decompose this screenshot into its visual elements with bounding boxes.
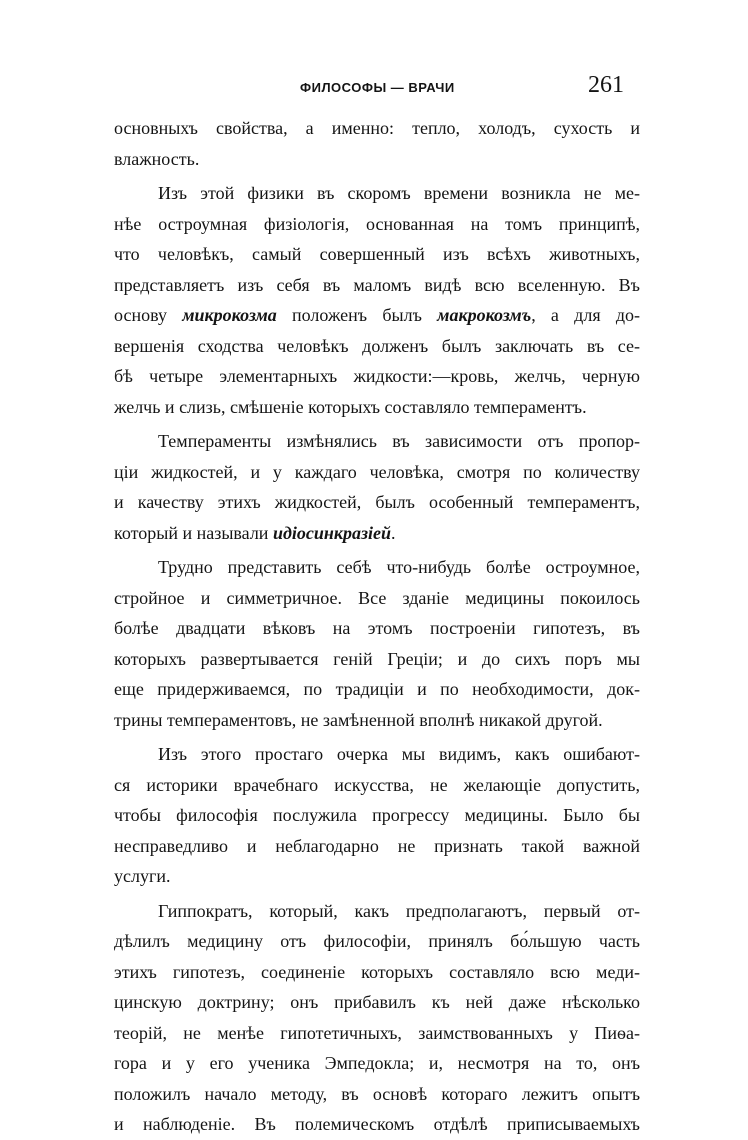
page-number: 261 [588, 72, 624, 98]
text-line: ся историки врачебнаго искусства, не желающіе допустить, [114, 774, 640, 795]
text-line: что человѣкъ, самый совершенный изъ всѣхъ животныхъ, [114, 244, 640, 264]
text-line: этихъ гипотезъ, соединеніе которыхъ составляло всю меди- [114, 961, 640, 982]
text-line: Трудно представить себѣ что-нибудь болѣе остроумное, [158, 557, 640, 577]
text-run: основу [114, 305, 183, 325]
text-line: желчь и слизь, смѣшеніе которыхъ составляло темпераментъ. [114, 396, 587, 417]
paragraph [114, 552, 640, 735]
text-run: положенъ былъ [276, 305, 438, 325]
text-line: ціи жидкостей, и у каждаго человѣка, смотря по количеству [114, 461, 640, 482]
text-line: дѣлилъ медицину отъ философіи, принялъ бо́льшую часть [114, 931, 640, 951]
text-line: нѣе остроумная физіологія, основанная на томъ принципѣ, [114, 213, 640, 234]
text-run: , а для до- [531, 305, 640, 325]
italic-term-microcosm: микрокозма [182, 305, 277, 325]
text-line: услуги. [114, 866, 171, 886]
paragraph [114, 896, 640, 1140]
text-line: чтобы философія послужила прогрессу медицины. Было бы [114, 805, 640, 825]
text-line: несправедливо и неблагодарно не признать такой важной [114, 835, 640, 856]
italic-term-idiosyncrasy: идіосинкразіей [272, 522, 392, 543]
text-run: который и называли [114, 522, 273, 543]
text-line: Гиппократъ, который, какъ предполагаютъ, первый от- [158, 900, 640, 921]
text-line: положилъ начало методу, въ основѣ котораго лежитъ опытъ [114, 1083, 640, 1104]
text-line: вершенія сходства человѣкъ долженъ былъ заключать въ се- [114, 335, 640, 356]
paragraph [114, 739, 640, 892]
text-line: Темпераменты измѣнялись въ зависимости отъ пропор- [158, 431, 640, 451]
text-line: цинскую доктрину; онъ прибавилъ къ ней даже нѣсколько [114, 992, 640, 1012]
text-line: бѣ четыре элементарныхъ жидкости:—кровь, желчь, черную [114, 366, 640, 386]
text-line [114, 518, 640, 549]
text-line: Изъ этого простаго очерка мы видимъ, какъ ошибают- [158, 744, 640, 764]
text-line: трины темпераментовъ, не замѣненной вполнѣ никакой другой. [114, 709, 603, 730]
text-run: . [391, 522, 396, 543]
text-line: болѣе двадцати вѣковъ на этомъ построеніи гипотезъ, въ [114, 618, 640, 638]
text-line: и качеству этихъ жидкостей, былъ особенный темпераментъ, [114, 492, 640, 512]
running-title: ФИЛОСОФЫ — ВРАЧИ [300, 80, 455, 95]
paragraph [114, 113, 640, 174]
text-line [114, 300, 640, 331]
text-line: представляетъ изъ себя въ маломъ видѣ всю вселенную. Въ [114, 274, 640, 295]
text-line: гора и у его ученика Эмпедокла; и, несмотря на то, онъ [114, 1053, 640, 1073]
paragraph [114, 426, 640, 548]
text-line: которыхъ развертывается геній Греціи; и до сихъ поръ мы [114, 648, 640, 669]
body-text [114, 113, 640, 1140]
text-line: Изъ этой физики въ скоромъ времени возникла не ме- [158, 183, 640, 203]
italic-term-macrocosm: макрокозмъ [437, 305, 532, 325]
text-line: теорій, не менѣе гипотетичныхъ, заимствованныхъ у Пиѳа- [114, 1022, 640, 1043]
text-line: основныхъ свойства, а именно: тепло, холодъ, сухость и [114, 118, 640, 138]
text-line: еще придерживаемся, по традиціи и по необходимости, док- [114, 679, 640, 699]
text-line: и наблюденіе. Въ полемическомъ отдѣлѣ приписываемыхъ [114, 1114, 640, 1134]
paragraph [114, 178, 640, 422]
text-line: стройное и симметричное. Все зданіе медицины покоилось [114, 587, 640, 608]
text-line: влажность. [114, 148, 200, 169]
